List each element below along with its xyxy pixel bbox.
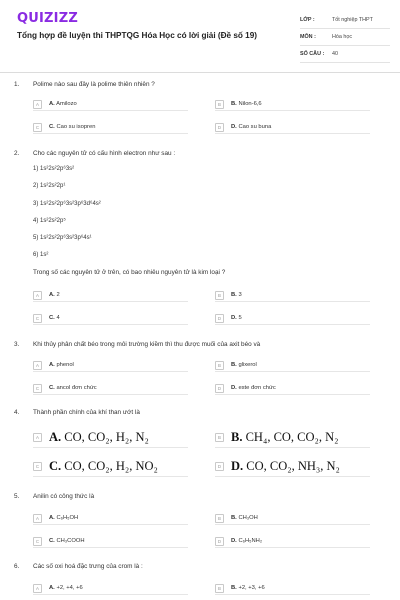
- option-a[interactable]: [33, 582, 188, 595]
- option-d[interactable]: [215, 312, 370, 325]
- config-line: 4) 1s²2s²2p⁵: [33, 218, 66, 224]
- option-text: B. CH₃OH: [231, 515, 258, 521]
- question-number: 2.: [14, 150, 20, 157]
- question-number: 1.: [14, 81, 20, 88]
- option-a[interactable]: [33, 359, 188, 372]
- option-letter-badge: C: [33, 537, 42, 546]
- meta-value: Tốt nghiệp THPT: [332, 17, 373, 23]
- meta-row-class: [300, 12, 390, 29]
- meta-label: SỐ CÂU :: [300, 51, 325, 57]
- header-divider: [0, 72, 400, 73]
- option-text: B. glixerol: [231, 362, 257, 368]
- config-line: 2) 1s²2s²2p¹: [33, 183, 66, 189]
- option-text: C. CO, CO₂, H₂, NO₂: [49, 458, 158, 473]
- option-text: B. 3: [231, 292, 242, 298]
- option-text: D. C₆H₅NH₂: [231, 538, 263, 544]
- option-b[interactable]: [215, 512, 370, 525]
- option-text: A. 2: [49, 292, 60, 298]
- config-line: 3) 1s²2s²2p⁶3s²3p⁶3d⁶4s²: [33, 201, 101, 207]
- option-text: D. Cao su buna: [231, 124, 272, 130]
- quizizz-logo: QUIZIZZ: [17, 11, 78, 26]
- option-text: C. Cao su isopren: [49, 124, 96, 130]
- worksheet-header: [0, 0, 400, 70]
- option-letter-badge: C: [33, 462, 42, 471]
- option-letter-badge: D: [215, 123, 224, 132]
- option-text: D. CO, CO₂, NH₃, N₂: [231, 458, 340, 473]
- option-letter-badge: B: [215, 433, 224, 442]
- option-text: B. CH₄, CO, CO₂, N₂: [231, 429, 339, 444]
- option-d[interactable]: [215, 535, 370, 548]
- option-b[interactable]: [215, 582, 370, 595]
- option-text: A. +2, +4, +6: [49, 585, 83, 591]
- meta-table: [300, 12, 390, 63]
- option-a[interactable]: [33, 98, 188, 111]
- option-a[interactable]: [33, 289, 188, 302]
- option-a[interactable]: [33, 512, 188, 525]
- option-b[interactable]: [215, 289, 370, 302]
- option-d[interactable]: [215, 382, 370, 395]
- question-text: Cho các nguyên tử có cấu hình electron như sau :: [33, 150, 176, 157]
- option-letter-badge: A: [33, 361, 42, 370]
- option-letter-badge: C: [33, 123, 42, 132]
- option-text: A. CO, CO₂, H₂, N₂: [49, 429, 149, 444]
- option-b[interactable]: [215, 359, 370, 372]
- option-letter-badge: A: [33, 291, 42, 300]
- option-d[interactable]: [215, 456, 370, 477]
- option-text: A. Amilozo: [49, 101, 77, 107]
- option-c[interactable]: [33, 312, 188, 325]
- meta-label: LỚP :: [300, 17, 315, 23]
- option-c[interactable]: [33, 456, 188, 477]
- option-letter-badge: C: [33, 314, 42, 323]
- question-prompt: Trong số các nguyên tử ở trên, có bao nhiêu nguyên tử là kim loại ?: [33, 269, 226, 276]
- option-text: A. C₆H₅OH: [49, 515, 79, 521]
- option-c[interactable]: [33, 535, 188, 548]
- question-text: Thành phần chính của khí than ướt là: [33, 409, 140, 416]
- option-letter-badge: A: [33, 433, 42, 442]
- question-text: Anilin có công thức là: [33, 493, 95, 500]
- option-letter-badge: B: [215, 291, 224, 300]
- meta-value: Hóa học: [332, 34, 353, 40]
- config-line: 5) 1s²2s²2p⁶3s²3p⁶4s¹: [33, 235, 92, 241]
- option-letter-badge: D: [215, 314, 224, 323]
- question-text: Các số oxi hoá đặc trưng của crom là :: [33, 563, 143, 570]
- question-number: 5.: [14, 493, 20, 500]
- option-letter-badge: D: [215, 462, 224, 471]
- config-line: 6) 1s²: [33, 252, 49, 258]
- option-b[interactable]: [215, 98, 370, 111]
- option-letter-badge: B: [215, 584, 224, 593]
- option-letter-badge: A: [33, 584, 42, 593]
- option-letter-badge: C: [33, 384, 42, 393]
- config-line: 1) 1s²2s²2p⁶3s²: [33, 166, 75, 172]
- option-letter-badge: B: [215, 361, 224, 370]
- option-letter-badge: A: [33, 100, 42, 109]
- question-number: 3.: [14, 341, 20, 348]
- option-letter-badge: A: [33, 514, 42, 523]
- option-text: B. Nilon-6,6: [231, 101, 262, 107]
- option-letter-badge: B: [215, 514, 224, 523]
- option-text: C. 4: [49, 315, 60, 321]
- meta-row-subject: [300, 29, 390, 46]
- meta-value: 40: [332, 51, 338, 57]
- option-c[interactable]: [33, 121, 188, 134]
- option-b[interactable]: [215, 427, 370, 448]
- option-letter-badge: B: [215, 100, 224, 109]
- option-text: A. phenol: [49, 362, 74, 368]
- option-letter-badge: D: [215, 384, 224, 393]
- question-text: Polime nào sau đây là polime thiên nhiên ?: [33, 81, 155, 88]
- option-text: D. este đơn chức: [231, 385, 276, 391]
- question-text: Khi thủy phân chất béo trong môi trường kiềm thì thu được muối của axit béo và: [33, 341, 261, 348]
- meta-row-count: [300, 46, 390, 63]
- option-a[interactable]: [33, 427, 188, 448]
- option-letter-badge: D: [215, 537, 224, 546]
- option-text: C. CH₃COOH: [49, 538, 85, 544]
- worksheet-title: Tổng hợp đề luyện thi THPTQG Hóa Học có lời giải (Đề số 19): [17, 31, 258, 40]
- option-text: B. +2, +3, +6: [231, 585, 265, 591]
- question-number: 6.: [14, 563, 20, 570]
- option-d[interactable]: [215, 121, 370, 134]
- option-c[interactable]: [33, 382, 188, 395]
- option-text: D. 5: [231, 315, 242, 321]
- option-text: C. ancol đơn chức: [49, 385, 97, 391]
- meta-label: MÔN :: [300, 34, 316, 40]
- question-number: 4.: [14, 409, 20, 416]
